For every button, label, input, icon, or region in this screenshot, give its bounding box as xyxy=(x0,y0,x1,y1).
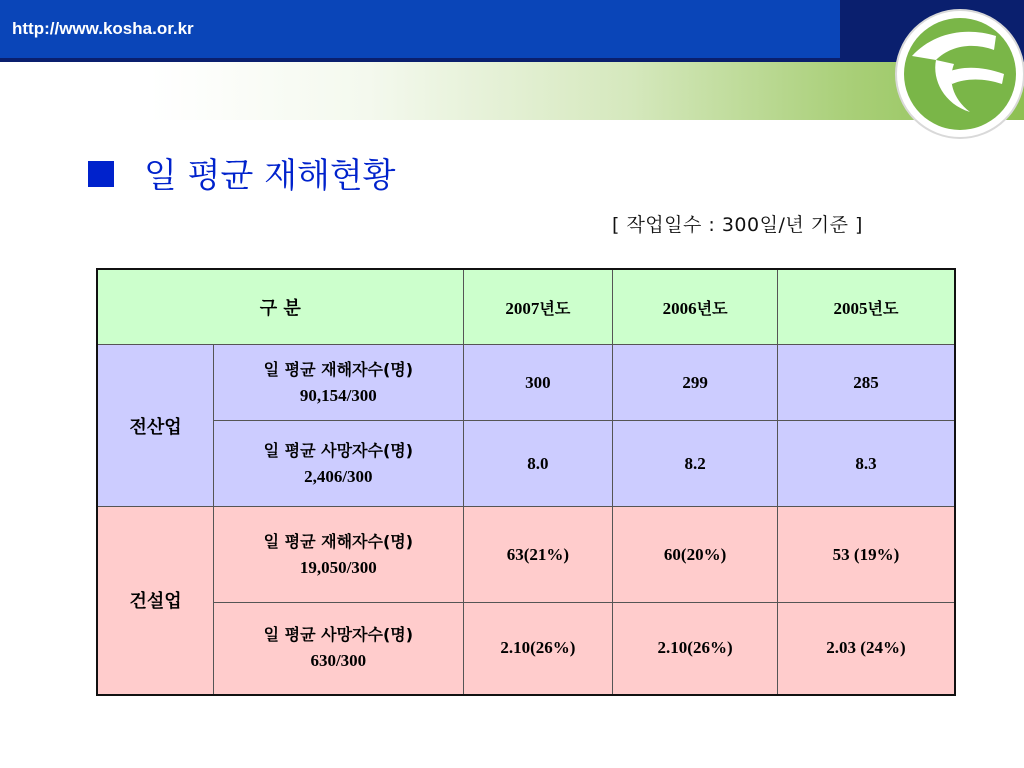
header-category: 구 분 xyxy=(97,269,463,345)
row-label-text: 일 평균 재해자수(명) xyxy=(263,359,414,379)
table-cell: 8.3 xyxy=(777,421,955,507)
table-row xyxy=(97,603,955,695)
work-days-note: [ 작업일수 : 300일/년 기준 ] xyxy=(612,214,863,236)
year-suffix: 년도 xyxy=(867,298,899,318)
group-label-all-industries: 전산업 xyxy=(97,345,214,507)
header-year xyxy=(613,269,778,345)
table-cell: 299 xyxy=(613,345,778,421)
table-row xyxy=(97,421,955,507)
row-label-formula: 90,154/300 xyxy=(299,385,377,405)
row-label-formula: 630/300 xyxy=(310,651,367,671)
row-label-text: 일 평균 사망자수(명) xyxy=(263,625,414,645)
table-header-row xyxy=(97,269,955,345)
table-cell: 53 (19%) xyxy=(777,507,955,603)
table-cell: 63(21%) xyxy=(463,507,613,603)
row-label xyxy=(214,603,463,695)
row-label-formula: 2,406/300 xyxy=(304,466,373,486)
accident-stats-table xyxy=(96,268,956,696)
table-cell: 2.03 (24%) xyxy=(777,603,955,695)
year-number: 2007 xyxy=(505,298,540,318)
row-label-text: 일 평균 사망자수(명) xyxy=(263,440,414,460)
square-bullet-icon xyxy=(88,161,114,187)
table-cell: 60(20%) xyxy=(613,507,778,603)
page-title xyxy=(88,148,396,197)
year-number: 2006 xyxy=(662,298,697,318)
site-url[interactable]: http://www.kosha.or.kr xyxy=(12,19,194,38)
table-cell: 2.10(26%) xyxy=(613,603,778,695)
group-label-construction: 건설업 xyxy=(97,507,214,695)
table-cell: 285 xyxy=(777,345,955,421)
year-suffix: 년도 xyxy=(539,298,571,318)
row-label xyxy=(214,421,463,507)
header-year xyxy=(463,269,613,345)
table-cell: 8.0 xyxy=(463,421,613,507)
table-row xyxy=(97,345,955,421)
row-label-formula: 19,050/300 xyxy=(299,557,377,577)
title-text: 일 평균 재해현황 xyxy=(144,156,396,196)
table-cell: 2.10(26%) xyxy=(463,603,613,695)
row-label-text: 일 평균 재해자수(명) xyxy=(263,531,414,551)
header-year xyxy=(777,269,955,345)
row-label xyxy=(214,507,463,603)
year-suffix: 년도 xyxy=(696,298,728,318)
year-number: 2005 xyxy=(833,298,868,318)
table-cell: 300 xyxy=(463,345,613,421)
kosha-logo-icon xyxy=(892,0,1024,148)
table-row xyxy=(97,507,955,603)
table-cell: 8.2 xyxy=(613,421,778,507)
row-label xyxy=(214,345,463,421)
